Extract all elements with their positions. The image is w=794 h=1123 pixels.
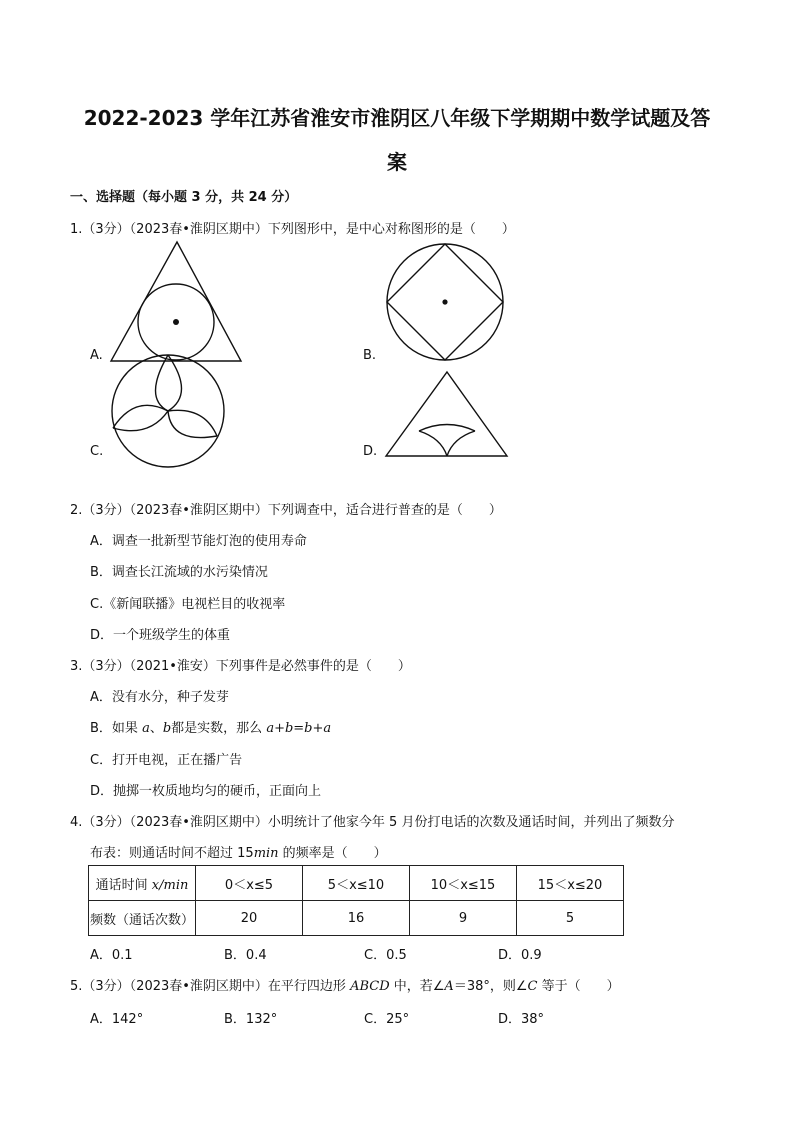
- q1-option-b-label: B.: [363, 348, 377, 363]
- q5-option-d: D．38°: [498, 1012, 545, 1027]
- q1-figure-c: [109, 366, 229, 456]
- q2-option-d: D．一个班级学生的体重: [90, 628, 231, 643]
- table-cell: 16: [303, 901, 410, 936]
- question-5-stem: 5.（3分）（2023春•淮阴区期中）在平行四边形 ABCD 中，若∠A＝38°，则∠C 等于（ ）: [70, 979, 620, 994]
- q2-option-b: B．调查长江流域的水污染情况: [90, 565, 268, 580]
- q1-figure-d: [383, 370, 509, 458]
- q5-option-b: B．132°: [224, 1012, 278, 1027]
- q3-option-b: B．如果 a、b都是实数，那么 a+b=b+a: [90, 721, 332, 736]
- table-header-cell: 10＜x≤15: [410, 866, 517, 901]
- q5-option-c: C．25°: [364, 1012, 410, 1027]
- q1-option-a-label: A.: [90, 348, 103, 363]
- table-cell: 9: [410, 901, 517, 936]
- q2-option-a: A．调查一批新型节能灯泡的使用寿命: [90, 534, 307, 549]
- page-title-line2: 案: [387, 150, 407, 174]
- q4-option-d: D．0.9: [498, 948, 542, 963]
- table-cell: 5: [517, 901, 624, 936]
- section-heading: 一、选择题（每小题 3 分，共 24 分）: [70, 190, 298, 205]
- table-cell: 20: [196, 901, 303, 936]
- q1-option-d-label: D.: [363, 444, 378, 459]
- table-row-label: 频数（通话次数）: [89, 901, 196, 936]
- q1-figure-a: [108, 240, 248, 365]
- table-header-cell: 15＜x≤20: [517, 866, 624, 901]
- q3-option-c: C．打开电视，正在播广告: [90, 753, 243, 768]
- q2-option-c: C.《新闻联播》电视栏目的收视率: [90, 597, 286, 612]
- q1-option-c-label: C.: [90, 444, 104, 459]
- question-3-stem: 3.（3分）（2021•淮安）下列事件是必然事件的是（ ）: [70, 659, 411, 674]
- question-4-stem: 4.（3分）（2023春•淮阴区期中）小明统计了他家今年 5 月份打电话的次数及通话时间，并列出了频数分: [70, 815, 675, 830]
- table-row: [89, 901, 624, 936]
- page-title-line1: 2022-2023 学年江苏省淮安市淮阴区八年级下学期期中数学试题及答: [83, 106, 711, 130]
- frequency-table: [88, 865, 624, 936]
- table-header-cell: 0＜x≤5: [196, 866, 303, 901]
- question-1-stem: 1.（3分）（2023春•淮阴区期中）下列图形中，是中心对称图形的是（ ）: [70, 222, 515, 237]
- table-header-label: 通话时间 x/min: [89, 866, 196, 901]
- q4-option-b: B．0.4: [224, 948, 267, 963]
- q3-option-a: A．没有水分，种子发芽: [90, 690, 229, 705]
- q3-option-d: D．抛掷一枚质地均匀的硬币，正面向上: [90, 784, 322, 799]
- question-4-stem-cont: 布表：则通话时间不超过 15min 的频率是（ ）: [90, 846, 387, 861]
- q1-figure-b: [384, 242, 506, 364]
- table-header-row: [89, 866, 624, 901]
- question-2-stem: 2.（3分）（2023春•淮阴区期中）下列调查中，适合进行普查的是（ ）: [70, 503, 502, 518]
- q4-option-c: C．0.5: [364, 948, 407, 963]
- q5-option-a: A．142°: [90, 1012, 144, 1027]
- table-header-cell: 5＜x≤10: [303, 866, 410, 901]
- q4-option-a: A．0.1: [90, 948, 133, 963]
